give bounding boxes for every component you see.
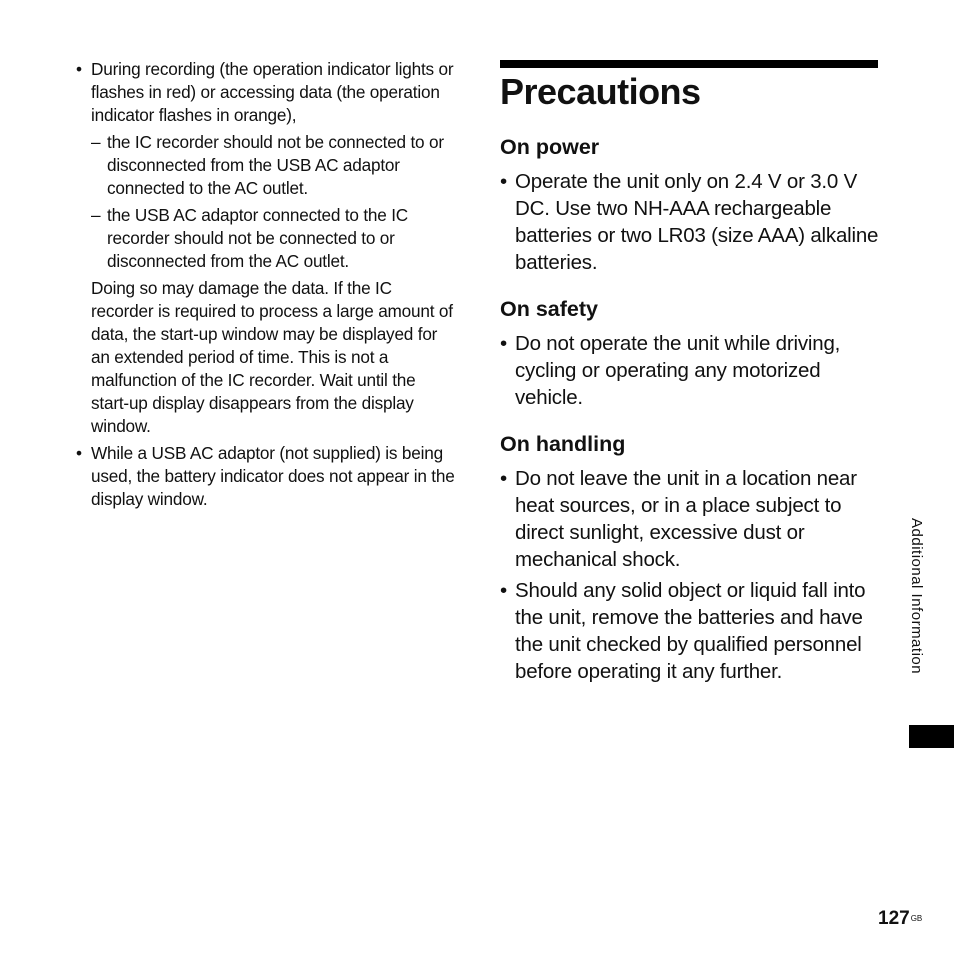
section-heading-handling: On handling <box>500 432 626 456</box>
section-heading-safety: On safety <box>500 297 598 321</box>
page-number <box>878 908 922 930</box>
list-item <box>500 465 880 573</box>
section-tab-marker <box>909 725 954 748</box>
bullet-icon: • <box>500 332 507 355</box>
sub-item-text: the USB AC adaptor connected to the IC recorder should not be connected to or disconnected from the AC outlet. <box>107 205 409 271</box>
bullet-icon: • <box>500 170 507 193</box>
list-item <box>500 330 880 411</box>
bullet-icon: • <box>500 579 507 602</box>
dash-icon: – <box>91 132 101 152</box>
section-heading-power: On power <box>500 135 600 159</box>
page-title: Precautions <box>500 71 701 112</box>
dash-icon: – <box>91 205 101 225</box>
right-column <box>500 60 880 689</box>
sub-list-item <box>76 204 456 273</box>
section-side-label: Additional Information <box>908 518 925 675</box>
bullet-text: Do not operate the unit while driving, cycling or operating any motorized vehicle. <box>515 332 841 409</box>
title-rule <box>500 60 878 68</box>
bullet-text: During recording (the operation indicator lights or flashes in red) or accessing data (the operation indicator flashes in orange), <box>91 59 454 125</box>
list-item <box>500 168 880 276</box>
bullet-icon: • <box>76 59 82 79</box>
bullet-text: Should any solid object or liquid fall into the unit, remove the batteries and have the unit checked by qualified personnel before operating it any further. <box>515 579 866 683</box>
sub-item-text: the IC recorder should not be connected to or disconnected from the USB AC adaptor connected to the AC outlet. <box>107 132 444 198</box>
page-number-value: 127 <box>878 908 910 929</box>
list-item <box>76 442 456 511</box>
left-column <box>76 58 456 515</box>
list-item <box>76 58 456 127</box>
sub-list-item <box>76 131 456 200</box>
bullet-icon: • <box>500 467 507 490</box>
page-number-suffix: GB <box>910 914 923 923</box>
bullet-text: Operate the unit only on 2.4 V or 3.0 V DC. Use two NH-AAA rechargeable batteries or two LR03 (size AAA) alkaline batteries. <box>515 170 879 274</box>
body-paragraph: Doing so may damage the data. If the IC recorder is required to process a large amount of data, the start-up window may be displayed for an extended period of time. This is not a malfunction of the IC recorder. Wait until the start-up display disappears from the display window. <box>91 278 453 436</box>
bullet-icon: • <box>76 443 82 463</box>
bullet-text: While a USB AC adaptor (not supplied) is being used, the battery indicator does not appear in the display window. <box>91 443 455 509</box>
bullet-text: Do not leave the unit in a location near heat sources, or in a place subject to direct sunlight, excessive dust or mechanical shock. <box>515 467 857 571</box>
list-item <box>500 577 880 685</box>
